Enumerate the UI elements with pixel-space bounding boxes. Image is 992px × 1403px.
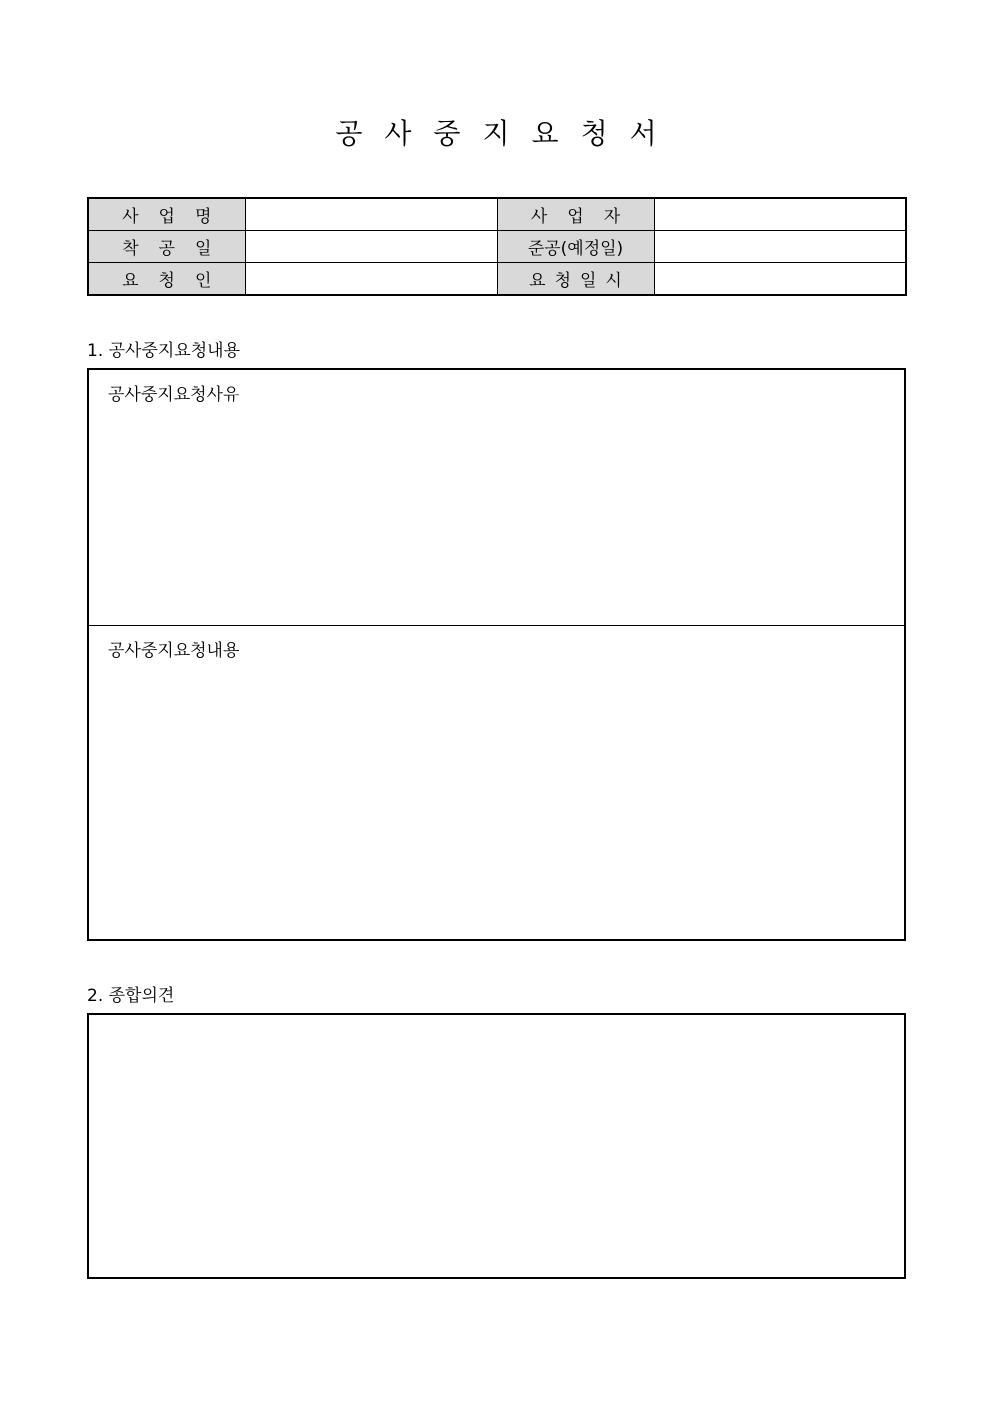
label-operator: 사업자	[497, 198, 654, 231]
stop-content-label: 공사중지요청내용	[108, 641, 240, 661]
label-request-datetime: 요청일시	[497, 263, 654, 296]
info-row-request	[88, 263, 906, 296]
overall-opinion-area[interactable]	[87, 1013, 906, 1279]
label-requester: 요청인	[88, 263, 245, 296]
info-row-project	[88, 198, 906, 231]
stop-content-area[interactable]	[89, 625, 904, 939]
stop-reason-label: 공사중지요청사유	[108, 385, 240, 405]
field-start-date[interactable]	[245, 231, 497, 263]
field-request-datetime[interactable]	[654, 263, 906, 296]
field-project-name[interactable]	[245, 198, 497, 231]
stop-reason-area[interactable]	[89, 370, 904, 625]
field-operator[interactable]	[654, 198, 906, 231]
document-title: 공사중지요청서	[335, 117, 679, 150]
field-completion-date[interactable]	[654, 231, 906, 263]
section2-heading: 2. 종합의견	[87, 986, 175, 1006]
section1-heading: 1. 공사중지요청내용	[87, 341, 240, 361]
info-table	[87, 197, 907, 296]
section1-box	[87, 368, 906, 941]
label-completion-date: 준공(예정일)	[497, 231, 654, 263]
info-row-dates	[88, 231, 906, 263]
label-project-name: 사업명	[88, 198, 245, 231]
label-start-date: 착공일	[88, 231, 245, 263]
field-requester[interactable]	[245, 263, 497, 296]
